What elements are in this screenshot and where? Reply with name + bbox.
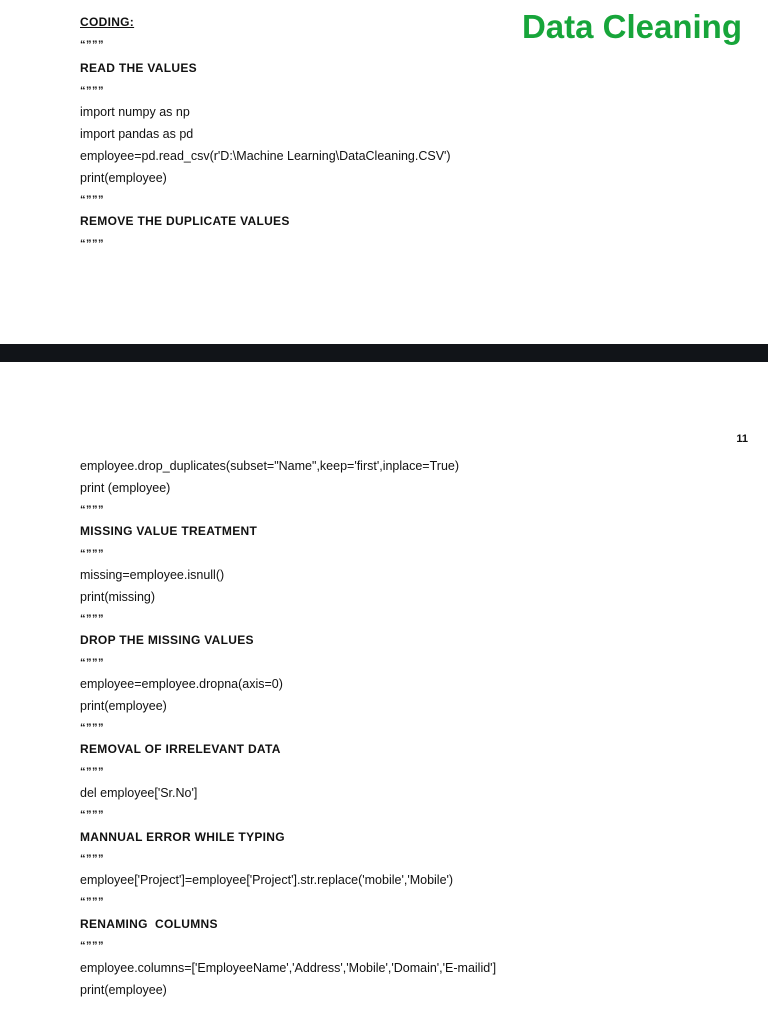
docstring-marker: “””” (80, 657, 104, 669)
page-number: 11 (736, 433, 748, 445)
section-heading-manual-error: MANNUAL ERROR WHILE TYPING (80, 830, 285, 844)
code-line: employee=employee.dropna(axis=0) (80, 677, 283, 691)
docstring-marker: “””” (80, 85, 104, 97)
docstring-marker: “””” (80, 194, 104, 206)
code-line: import pandas as pd (80, 127, 194, 141)
code-line: print (employee) (80, 481, 171, 495)
section-heading-drop-missing: DROP THE MISSING VALUES (80, 633, 254, 647)
docstring-marker: “””” (80, 613, 104, 625)
docstring-marker: “””” (80, 766, 104, 778)
section-heading-read-values: READ THE VALUES (80, 61, 197, 75)
code-line: del employee['Sr.No'] (80, 786, 198, 800)
document-page-top (0, 0, 768, 344)
section-heading-renaming-columns: RENAMING COLUMNS (80, 917, 218, 931)
docstring-marker: “””” (80, 39, 104, 51)
code-line: employee['Project']=employee['Project'].str.replace('mobile','Mobile') (80, 873, 454, 887)
section-heading-missing-values: MISSING VALUE TREATMENT (80, 524, 258, 538)
docstring-marker: “””” (80, 238, 104, 250)
docstring-marker: “””” (80, 548, 104, 560)
code-line: print(employee) (80, 699, 167, 713)
docstring-marker: “””” (80, 853, 104, 865)
docstring-marker: “””” (80, 940, 104, 952)
code-line: employee.drop_duplicates(subset="Name",keep='first',inplace=True) (80, 459, 460, 473)
section-heading-remove-duplicates: REMOVE THE DUPLICATE VALUES (80, 214, 290, 228)
section-heading-irrelevant-data: REMOVAL OF IRRELEVANT DATA (80, 742, 281, 756)
page-separator (0, 344, 768, 362)
code-line: employee.columns=['EmployeeName','Address','Mobile','Domain','E-mailid'] (80, 961, 497, 975)
page-brand-title: Data Cleaning (521, 8, 742, 45)
code-line: import numpy as np (80, 105, 190, 119)
docstring-marker: “””” (80, 504, 104, 516)
code-line: print(employee) (80, 983, 167, 997)
code-line: print(employee) (80, 171, 167, 185)
code-line: missing=employee.isnull() (80, 568, 225, 582)
docstring-marker: “””” (80, 722, 104, 734)
coding-heading: CODING: (80, 15, 135, 29)
code-line: print(missing) (80, 590, 156, 604)
code-line: employee=pd.read_csv(r'D:\Machine Learning\DataCleaning.CSV') (80, 149, 451, 163)
docstring-marker: “””” (80, 896, 104, 908)
docstring-marker: “””” (80, 809, 104, 821)
